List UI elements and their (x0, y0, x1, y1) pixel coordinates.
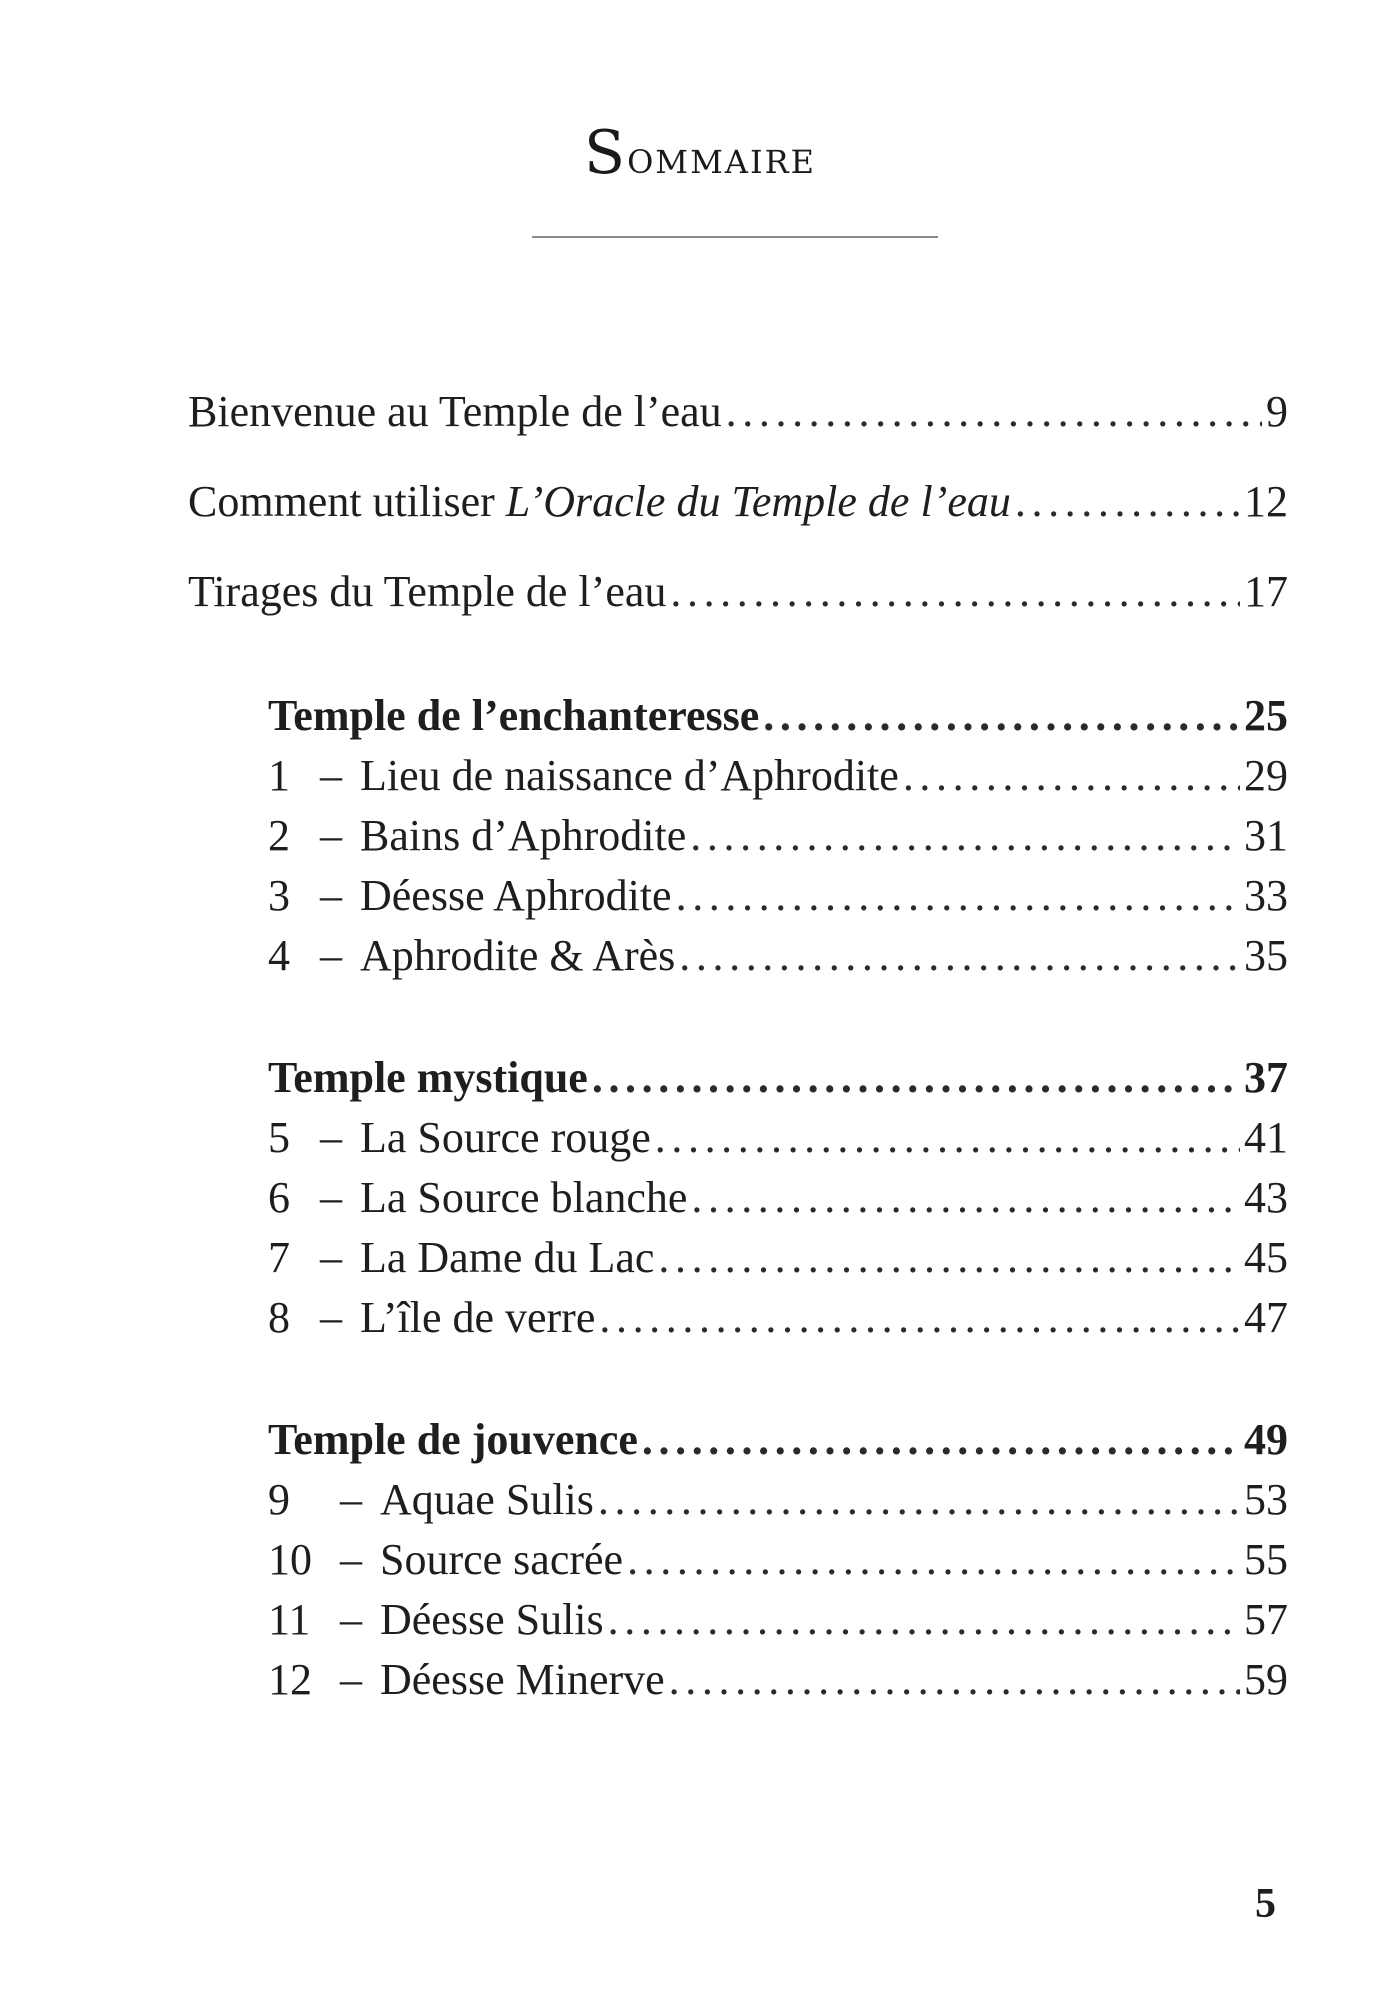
toc-item-page: 59 (1244, 1655, 1288, 1704)
toc-item-number: 2 (268, 811, 290, 860)
toc-entry-page: 12 (1244, 477, 1288, 526)
toc-item-dash: – (320, 1173, 342, 1222)
toc-item-page: 41 (1244, 1113, 1288, 1162)
toc-item-page: 31 (1244, 811, 1288, 860)
toc-item-title: Déesse Minerve (380, 1655, 665, 1704)
toc-section-page: 49 (1244, 1415, 1288, 1464)
toc-item-dash: – (340, 1535, 362, 1584)
toc-item[interactable] (268, 1232, 1288, 1284)
toc-item-number: 4 (268, 931, 290, 980)
dot-leader (1015, 476, 1240, 528)
title-rest: ommaire (627, 130, 817, 184)
toc-entry-label: Tirages du Temple de l’eau (188, 567, 667, 616)
toc-entry-label-prefix: Comment utiliser (188, 477, 506, 526)
toc-item-number: 1 (268, 751, 290, 800)
toc-entry-page: 9 (1266, 387, 1288, 436)
toc-item-dash: – (320, 1113, 342, 1162)
toc-section-heading[interactable] (268, 690, 1288, 742)
toc-item-title: La Source rouge (360, 1113, 651, 1162)
toc-section-title: Temple mystique (268, 1053, 588, 1102)
toc-item[interactable] (268, 1112, 1288, 1164)
toc-entry-label (188, 476, 1011, 528)
toc-item-title: Aquae Sulis (380, 1475, 594, 1524)
toc-item-page: 33 (1244, 871, 1288, 920)
toc-item-page: 45 (1244, 1233, 1288, 1282)
toc-item[interactable] (268, 1594, 1288, 1646)
toc-item-dash: – (340, 1475, 362, 1524)
dot-leader (608, 1594, 1240, 1646)
page-title (0, 118, 1400, 188)
toc-entry-label-italic: L’Oracle du Temple de l’eau (505, 477, 1011, 526)
toc-entry[interactable] (188, 386, 1288, 438)
toc-item-page: 55 (1244, 1535, 1288, 1584)
dot-leader (669, 1654, 1240, 1706)
toc-item-number: 3 (268, 871, 290, 920)
toc-item-number: 5 (268, 1113, 290, 1162)
toc-item-number: 7 (268, 1233, 290, 1282)
toc-entry[interactable] (188, 476, 1288, 528)
dot-leader (676, 870, 1240, 922)
toc-item[interactable] (268, 1292, 1288, 1344)
toc-item[interactable] (268, 810, 1288, 862)
dot-leader (627, 1534, 1240, 1586)
toc-item-dash: – (320, 1293, 342, 1342)
dot-leader (655, 1112, 1240, 1164)
dot-leader (670, 566, 1240, 618)
toc-item-number: 6 (268, 1173, 290, 1222)
toc-entry[interactable] (188, 566, 1288, 618)
toc-section-page: 37 (1244, 1053, 1288, 1102)
toc-item[interactable] (268, 1534, 1288, 1586)
dot-leader (642, 1414, 1240, 1466)
toc-item-dash: – (320, 931, 342, 980)
toc-item-page: 53 (1244, 1475, 1288, 1524)
toc-entry-page: 17 (1244, 567, 1288, 616)
toc-item[interactable] (268, 870, 1288, 922)
dot-leader (726, 386, 1262, 438)
toc-section-title: Temple de jouvence (268, 1415, 638, 1464)
toc-item-title: Source sacrée (380, 1535, 624, 1584)
toc-item-dash: – (320, 1233, 342, 1282)
toc-item-number: 10 (268, 1535, 312, 1584)
toc-item-title: La Dame du Lac (360, 1233, 655, 1282)
page-number: 5 (1255, 1881, 1276, 1927)
dot-leader (679, 930, 1240, 982)
toc-item-number: 9 (268, 1475, 290, 1524)
toc-section-heading[interactable] (268, 1414, 1288, 1466)
toc-entry-label: Bienvenue au Temple de l’eau (188, 387, 722, 436)
toc-item-title: L’île de verre (360, 1293, 596, 1342)
title-initial: S (583, 118, 628, 188)
dot-leader (763, 690, 1240, 742)
toc-section-page: 25 (1244, 691, 1288, 740)
title-divider (532, 236, 938, 238)
toc-item-dash: – (320, 751, 342, 800)
toc-item-dash: – (340, 1655, 362, 1704)
toc-item-title: Bains d’Aphrodite (360, 811, 687, 860)
dot-leader (690, 810, 1240, 862)
dot-leader (691, 1172, 1240, 1224)
dot-leader (599, 1292, 1240, 1344)
toc-item-page: 29 (1244, 751, 1288, 800)
toc-item-dash: – (320, 871, 342, 920)
dot-leader (658, 1232, 1240, 1284)
dot-leader (903, 750, 1240, 802)
toc-item-number: 12 (268, 1655, 312, 1704)
toc-item-number: 11 (268, 1595, 311, 1644)
toc-item-dash: – (320, 811, 342, 860)
toc-item-dash: – (340, 1595, 362, 1644)
dot-leader (598, 1474, 1240, 1526)
toc-item-number: 8 (268, 1293, 290, 1342)
toc-item-page: 57 (1244, 1595, 1288, 1644)
toc-item-page: 43 (1244, 1173, 1288, 1222)
toc-section-title: Temple de l’enchanteresse (268, 691, 760, 740)
toc-item[interactable] (268, 1474, 1288, 1526)
dot-leader (592, 1052, 1240, 1104)
toc-item[interactable] (268, 1654, 1288, 1706)
toc-item-title: La Source blanche (360, 1173, 688, 1222)
toc-item[interactable] (268, 1172, 1288, 1224)
toc-item-title: Aphrodite & Arès (360, 931, 676, 980)
toc-item-page: 35 (1244, 931, 1288, 980)
toc-item-title: Déesse Aphrodite (360, 871, 672, 920)
toc-item[interactable] (268, 930, 1288, 982)
toc-item-page: 47 (1244, 1293, 1288, 1342)
toc-item-title: Déesse Sulis (380, 1595, 604, 1644)
toc-item[interactable] (268, 750, 1288, 802)
toc-section-heading[interactable] (268, 1052, 1288, 1104)
toc-item-title: Lieu de naissance d’Aphrodite (360, 751, 899, 800)
